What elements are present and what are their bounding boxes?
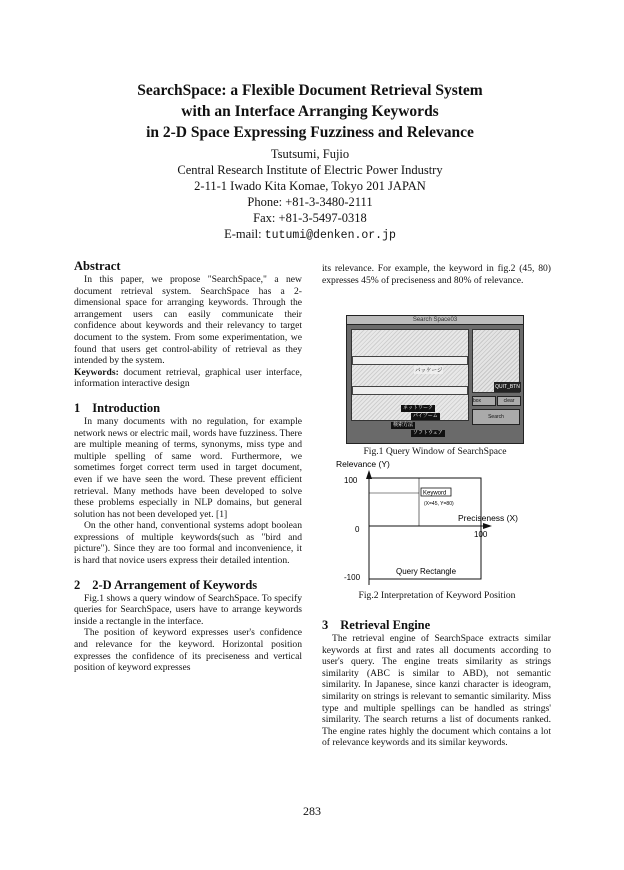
quit-button[interactable]: QUIT_BTN <box>495 384 520 390</box>
keyword-chip-center[interactable]: パッケージ <box>415 368 443 374</box>
position-diagram <box>322 457 552 587</box>
abstract-text: In this paper, we propose "SearchSpace," a new document retrieval system. SearchSpace has a 2-dimensional space for arranging keywords. Through the arrangement users can easily communicate their confidence about keywords and their relevancy to target document to the system. From some experimentation, we found that users get control-ability of retrieval as they intended by the system. <box>74 274 302 367</box>
email-address[interactable]: tutumi@denken.or.jp <box>264 229 396 242</box>
keyword-list-item-4[interactable]: ソフトウェア <box>413 430 443 436</box>
query-window-figure <box>346 315 524 444</box>
keywords-text: document retrieval, graphical user interface, information interactive design <box>74 366 302 390</box>
keyword-position-figure <box>322 457 552 587</box>
title-line-1: SearchSpace: a Flexible Document Retrieval System <box>137 82 483 99</box>
search-button[interactable]: Search <box>472 409 520 425</box>
x-axis-arrowhead <box>483 523 492 529</box>
section-3-title: Retrieval Engine <box>340 618 431 632</box>
section-2-heading <box>74 577 302 593</box>
left-column <box>74 258 302 674</box>
keyword-list-item-3[interactable]: 検索方法 <box>393 422 414 428</box>
section-3-number: 3 <box>322 618 329 632</box>
x-axis-label: Preciseness (X) <box>458 513 518 523</box>
author-email-line <box>60 226 560 244</box>
section-1-para-2: On the other hand, conventional systems adopt boolean expressions of multiple keywords(such as "bird and picture"). Since they are too formal and inconvenience, it is hard that novice users express their detailed intention. <box>74 520 302 567</box>
section-2-title: 2-D Arrangement of Keywords <box>92 577 258 592</box>
keyword-list-item-1[interactable]: ネットワーク <box>403 405 434 411</box>
section-1-para-1: In many documents with no regulation, for example network news or electric mail, words have fuzziness. There are multiple meaning of terms, synonyms, miss type and multiple spelling of same word. Furthermore, we sometimes forget correct term used in target document, even if we have seen the word. These prevent efficient retrieval. Many methods have been developed to solve these problems especially in NLP domains, but general solution has not been developed yet. [1] <box>74 415 302 520</box>
keyword-box-label: Keyword <box>423 490 447 497</box>
section-3-heading <box>322 617 551 633</box>
query-rectangle-label: Query Rectangle <box>396 567 457 576</box>
y-tick-100: 100 <box>344 476 358 485</box>
abstract-heading: Abstract <box>74 259 121 273</box>
figure-1-caption: Fig.1 Query Window of SearchSpace <box>363 446 507 457</box>
right-column-bottom <box>322 617 551 749</box>
y-tick-0: 0 <box>355 525 360 534</box>
window-title-bar: Search Space03 <box>347 316 523 325</box>
author-phone: Phone: +81-3-3480-2111 <box>247 195 373 209</box>
section-2-para-1: Fig.1 shows a query window of SearchSpace. To specify queries for SearchSpace, users have to arrange keywords inside a rectangle in the interface. <box>74 592 302 627</box>
keyword-coordinates: (X=45, Y=80) <box>424 501 454 507</box>
x-tick-100: 100 <box>474 530 488 539</box>
right-column-top <box>322 263 551 286</box>
keyword-list-item-2[interactable]: パイプーム <box>413 413 438 419</box>
keywords-line <box>74 367 302 390</box>
author-address: 2-11-1 Iwado Kita Komae, Tokyo 201 JAPAN <box>194 179 426 193</box>
author-affiliation: Central Research Institute of Electric Power Industry <box>177 163 443 177</box>
author-fax: Fax: +81-3-5497-0318 <box>253 211 367 225</box>
keywords-label: Keywords: <box>74 366 119 378</box>
section-1-number: 1 <box>74 400 81 415</box>
email-label: E-mail: <box>224 227 262 241</box>
title-line-3: in 2-D Space Expressing Fuzziness and Relevance <box>146 124 474 141</box>
box-button[interactable]: box <box>472 396 496 406</box>
section-1-heading <box>74 400 302 416</box>
title-line-2: with an Interface Arranging Keywords <box>181 103 439 120</box>
section-2-para-2: The position of keyword expresses user's confidence and relevance for the keyword. Horizontal position expresses the confidence of its preciseness and vertical position of keyword expresses <box>74 627 302 674</box>
section-3-para-1: The retrieval engine of SearchSpace extracts similar keywords at first and rates all documents according to user's query. The engine treats similarity as strings similarity (ABC is similar to ABD), not semantic similarity. In Japanese, since kanzi character is ideogram, similarity on strings is relevant to semantic similarity. Miss type and multiple spellings can be handled as strings' similarity. The search returns a list of documents ranked. The engine rates highly the document which contains a lot of relevance keywords and its similar keywords. <box>322 633 551 749</box>
page-number: 283 <box>303 804 321 818</box>
section-2-para-3: its relevance. For example, the keyword in fig.2 (45, 80) expresses 45% of preciseness and 80% of relevance. <box>322 263 551 286</box>
author-block <box>60 146 560 244</box>
figure-2-caption: Fig.2 Interpretation of Keyword Position <box>358 590 516 601</box>
y-tick-minus-100: -100 <box>344 573 361 582</box>
author-name: Tsutsumi, Fujio <box>270 147 350 161</box>
clear-button[interactable]: clear <box>497 396 521 406</box>
section-2-number: 2 <box>74 577 81 592</box>
section-1-title: Introduction <box>92 400 161 415</box>
paper-title <box>60 80 560 143</box>
y-axis-label: Relevance (Y) <box>336 459 390 469</box>
